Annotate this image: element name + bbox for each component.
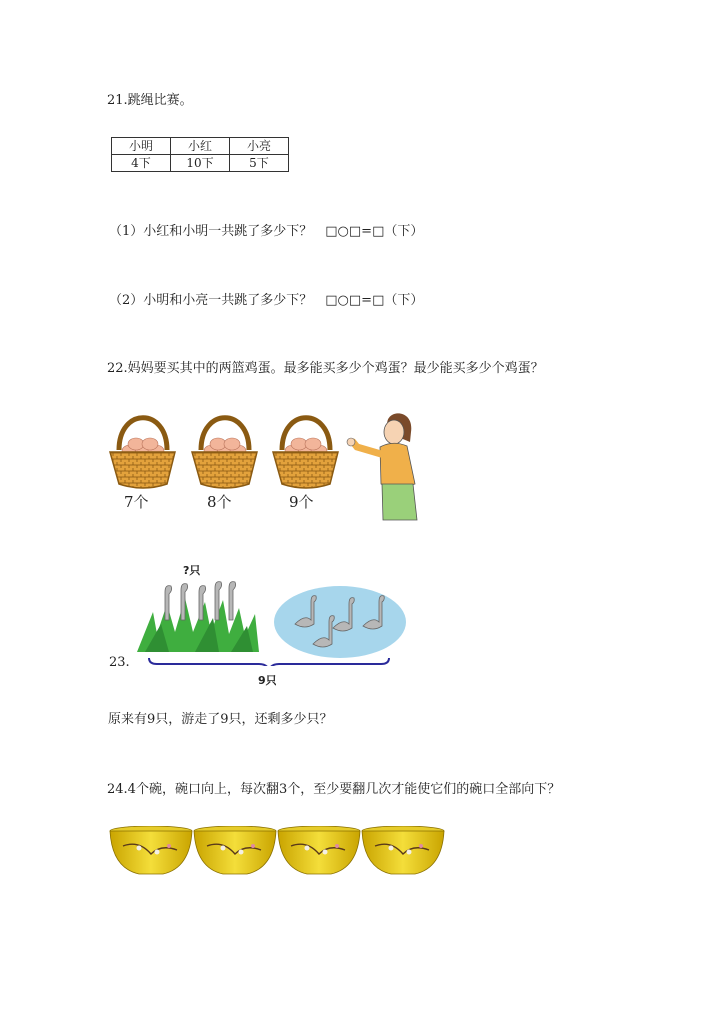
basket-1-label: 7个 [124,493,149,511]
table-header-cell: 小红 [171,138,230,155]
bowl-2 [194,826,276,874]
table-row [112,155,289,172]
basket-3-label: 9个 [289,493,314,511]
egg-baskets-illustration [105,402,435,527]
bowls-illustration [109,826,449,880]
bowl-4 [362,826,444,874]
mother-figure [347,413,417,520]
q21-title: 21.跳绳比赛。 [107,93,193,108]
q23-question: 原来有9只，游走了9只，还剩多少只？ [108,712,333,727]
total-brace [149,658,389,666]
q21-sub-question-2: （2）小明和小亮一共跳了多少下？ □○□=□（下） [109,293,424,308]
unknown-count-label: ?只 [183,564,201,577]
pond [274,586,406,658]
ducks-illustration [135,574,410,666]
egg-basket-3 [273,418,338,488]
table-header-cell: 小明 [112,138,171,155]
bowl-3 [278,826,360,874]
jump-rope-table [111,137,289,172]
basket-2-label: 8个 [207,493,232,511]
table-cell: 10下 [171,155,230,172]
q23-number: 23. [109,655,130,670]
egg-basket-2 [192,418,257,488]
table-cell: 4下 [112,155,171,172]
table-cell: 5下 [230,155,289,172]
table-header-row [112,138,289,155]
bowl-1 [110,826,192,874]
q24-title: 24.4个碗，碗口向上，每次翻3个，至少要翻几次才能使它们的碗口全部向下？ [107,782,561,797]
q22-title: 22.妈妈要买其中的两篮鸡蛋。最多能买多少个鸡蛋？最少能买多少个鸡蛋？ [107,361,544,376]
grass-clump [137,598,259,652]
q21-sub-question-1: （1）小红和小明一共跳了多少下？ □○□=□（下） [109,224,424,239]
table-header-cell: 小亮 [230,138,289,155]
total-count-label: 9只 [258,674,277,687]
egg-basket-1 [110,418,175,488]
